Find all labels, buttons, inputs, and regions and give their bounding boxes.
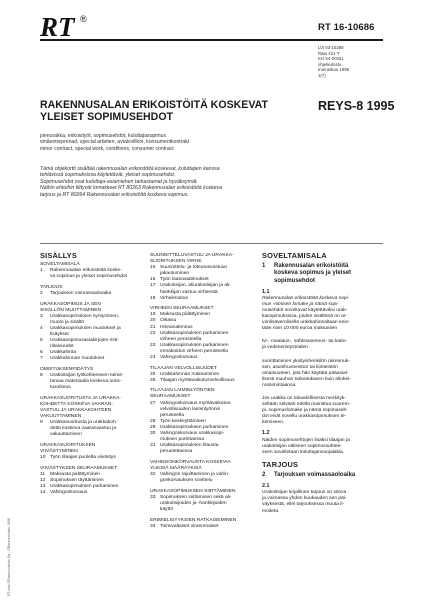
toc-section bbox=[150, 489, 254, 513]
text-line: lisesti muuhun tarkoitukseen kuin elinkei- bbox=[262, 376, 351, 382]
toc-item-text bbox=[50, 338, 136, 350]
document-code: REYS-8 1995 bbox=[318, 99, 395, 113]
title-line: sopimusehdot bbox=[274, 277, 316, 284]
toc-item[interactable] bbox=[150, 524, 254, 530]
title-line: RAKENNUSALAN ERIKOISTÖITÄ KOSKEVAT bbox=[40, 99, 268, 111]
toc-section bbox=[40, 466, 136, 496]
toc-item-line: Työn laatuvaatimukset bbox=[160, 277, 209, 283]
meta-line: 1(7) bbox=[318, 72, 326, 78]
toc-item-text bbox=[160, 443, 254, 455]
toc-section bbox=[40, 262, 136, 280]
toc-item[interactable] bbox=[150, 296, 254, 302]
toc-item-line: Urakkahinnan muutokset bbox=[50, 356, 105, 362]
toc-item-number: 33 bbox=[150, 494, 156, 500]
toc-item-line: hankkijan vastuu virheestä bbox=[160, 289, 218, 295]
toc-list bbox=[40, 262, 136, 496]
toc-item-line: urakoitsijoiden ja -hankkijoiden bbox=[160, 500, 227, 506]
text-line: Jos urakka on taloudellisesta merkityk- bbox=[262, 396, 346, 402]
toc-item-text bbox=[50, 291, 136, 297]
toc-item-text bbox=[50, 373, 136, 391]
toc-section-title: URAKKASUORITUKSEN bbox=[40, 443, 96, 449]
toc-item[interactable] bbox=[40, 356, 136, 362]
section-rule bbox=[40, 243, 383, 244]
toc-item-number: 25 bbox=[150, 371, 156, 377]
text-line: ja vedeneristystöiden bbox=[262, 345, 308, 351]
toc-section-title: TILAAJAN VELVOLLISUUDET bbox=[150, 365, 218, 371]
toc-item-line: Urakkahinnan maksaminen bbox=[160, 371, 220, 377]
toc-section-title: VIIVÄSTYMINEN bbox=[40, 449, 78, 455]
meta-line: marraskuu 1998 bbox=[318, 67, 350, 73]
toc-item-line: muoto ja sisältö bbox=[50, 319, 84, 325]
text-line: mus -nimisen lomake ja nämä sopi- bbox=[262, 301, 339, 307]
text-line: Urakoitsijan kirjallinen tarjous on sitova bbox=[262, 490, 347, 496]
toc-item-number: 17 bbox=[150, 283, 156, 289]
toc-section-title: URAKKASUORITUSTA JA URAKKA- bbox=[40, 395, 121, 401]
toc-item-line: Vahingonkorvaus urakkasopi- bbox=[160, 431, 225, 437]
toc-item-text bbox=[160, 524, 254, 530]
toc-item-line: Työn keskeyttäminen bbox=[160, 418, 206, 424]
toc-section-title: TILAAJAN LAIMINLYÖNTIEN bbox=[150, 388, 215, 394]
document-title bbox=[40, 99, 290, 123]
meta-line: ohjetiedosto bbox=[318, 61, 342, 67]
toc-item-number: 26 bbox=[150, 377, 156, 383]
toc-item-line: Urakoitsijan, aliurakoitsijan ja ali- bbox=[160, 283, 231, 289]
text-line: Rakennusalan erikoistöitä koskeva sopi- bbox=[262, 295, 350, 301]
toc-item-text bbox=[160, 472, 254, 484]
section-heading: TARJOUS bbox=[262, 459, 299, 469]
toc-item-number: 15 bbox=[150, 265, 156, 271]
toc-section-title: ERIMIELISYYKSIEN RATKAISEMINEN bbox=[150, 517, 237, 523]
toc-item-line: Suunnittelu- ja toteutusvastuun bbox=[160, 265, 228, 271]
text-line: seltään selvästi edellä mainittua suurem- bbox=[262, 402, 351, 408]
toc-section-title: VIRHEEN SEURAAMUKSET bbox=[150, 306, 214, 312]
toc-item-text bbox=[160, 296, 254, 302]
rt-logo-mark-icon bbox=[40, 13, 104, 39]
toc-item-line: Vahingon rajoittaminen ja vahin- bbox=[160, 472, 230, 478]
toc-item[interactable] bbox=[150, 283, 254, 295]
toc-item-number: 21 bbox=[150, 324, 156, 330]
clause-number: 1.2 bbox=[262, 430, 270, 437]
toc-list bbox=[150, 253, 254, 530]
toc-item-number: 4 bbox=[40, 325, 43, 331]
toc-column-2 bbox=[150, 253, 254, 530]
toc-item-line: riitaisuudet bbox=[50, 344, 74, 350]
keyword-line: småentreprenad, special arbeten, avtalsvillkor, konsumentkontrakt bbox=[40, 139, 190, 146]
subsection-title-text bbox=[274, 263, 351, 285]
toc-item-line: velvollisuuden laiminlyönnin bbox=[160, 406, 221, 412]
subsection-number: 2 bbox=[262, 471, 266, 478]
toc-item-line: Sopimuksen täyttäminen bbox=[50, 478, 104, 483]
toc-section-title: SUUNNITTELUVASTUU JA URAKKA- bbox=[150, 253, 234, 258]
toc-item-text bbox=[160, 283, 254, 295]
copyright-side-text: RT-tieto ©Rakennustieto Oy - ©Rakennustieto 1998 bbox=[7, 518, 11, 596]
toc-item-line: lisäykset bbox=[50, 332, 69, 338]
toc-section bbox=[40, 396, 136, 439]
toc-item[interactable] bbox=[40, 314, 136, 326]
toc-section bbox=[150, 253, 254, 302]
toc-item-text bbox=[50, 314, 136, 326]
toc-item[interactable] bbox=[150, 431, 254, 443]
subsection-title bbox=[262, 263, 382, 285]
toc-section-title: YLEISIÄ MÄÄRÄYKSIÄ bbox=[150, 466, 202, 471]
text-line: suorittaminen yksityishenkilön rakennuk- bbox=[262, 358, 350, 364]
intro-line: Sopimusehdot ovat kuluttaja-asiamiehen tarkastamat ja hyväksymät. bbox=[40, 178, 198, 185]
body-column bbox=[262, 253, 382, 516]
toc-item-text bbox=[160, 343, 254, 355]
toc-item-line: Työn tilaajan puolelta viivästys bbox=[50, 455, 116, 461]
toc-heading: SISÄLLYS bbox=[40, 251, 78, 260]
toc-section bbox=[40, 367, 136, 391]
subsection-title-text: Tarjouksen voimassaoloaika bbox=[274, 471, 356, 478]
toc-item[interactable] bbox=[150, 443, 254, 455]
toc-item-line: Virheilmoitus bbox=[160, 295, 188, 301]
rt-logo bbox=[40, 13, 104, 53]
toc-item[interactable] bbox=[150, 472, 254, 484]
text-line: väyksestä, ellei tarjouksessa muuta il- bbox=[262, 502, 345, 508]
toc-section bbox=[150, 460, 254, 484]
toc-item-number: 34 bbox=[150, 523, 156, 529]
toc-item-text bbox=[160, 401, 254, 419]
text-line: ja voimassa yhden kuukauden sen päi- bbox=[262, 496, 347, 502]
toc-item-line: Urakkasopimuksen purkaminen bbox=[160, 342, 229, 348]
toc-section-title: OMISTUKSENPIDÄTYS bbox=[40, 367, 94, 372]
toc-section-title: SISÄLLÖN MUUTTAMINEN bbox=[40, 307, 102, 313]
toc-section bbox=[150, 306, 254, 361]
toc-item-line: Urakkasopimuksen purkaminen bbox=[50, 484, 119, 490]
toc-item-number: 11 bbox=[40, 471, 46, 477]
toc-item-number: 3 bbox=[40, 313, 43, 319]
toc-item-number: 32 bbox=[150, 472, 156, 478]
toc-item[interactable] bbox=[40, 420, 136, 438]
text-line: kemiseen. bbox=[262, 420, 285, 426]
toc-item[interactable] bbox=[40, 338, 136, 350]
text-line: seen sovelletaan kuluttajansuojalakia. bbox=[262, 449, 345, 455]
toc-section-title: SEURAAMUKSET bbox=[150, 394, 191, 400]
toc-item-text bbox=[160, 431, 254, 443]
toc-section bbox=[150, 388, 254, 455]
text-line: dot eivät sovellu urakkasopimuksen te- bbox=[262, 414, 347, 420]
toc-column-1 bbox=[40, 253, 136, 496]
toc-item-line: tusoikeus bbox=[50, 385, 71, 391]
toc-section bbox=[40, 302, 136, 363]
intro-line: tarjous ja RT 80264 Rakennusalan erikoistöitä koskeva sopimus. bbox=[40, 191, 189, 198]
toc-item-line: Sopimuksen siirtäminen sekä ali- bbox=[160, 494, 232, 500]
document-id: RT 16-10686 bbox=[318, 22, 375, 33]
keyword-line: minor contract, special work, conditions, consumer contract bbox=[40, 145, 174, 152]
toc-item-line: Tilaajan myötävaikutusvelvollisuus bbox=[160, 377, 235, 383]
toc-item-number: 18 bbox=[150, 295, 156, 301]
subsection-number: 1 bbox=[262, 263, 266, 270]
toc-item-line: detta koskeva vaaranvastuu ja bbox=[50, 426, 117, 432]
toc-item-text bbox=[160, 331, 254, 343]
toc-item-number: 6 bbox=[40, 350, 43, 356]
toc-item-text bbox=[50, 420, 136, 438]
toc-item-line: Hinnanalennus bbox=[160, 324, 193, 330]
toc-item-line: Toimivaltaiset viranomaiset bbox=[160, 523, 219, 529]
toc-item-number: 28 bbox=[150, 418, 156, 424]
text-line: moiteta. bbox=[262, 508, 280, 514]
toc-item-number: 12 bbox=[40, 478, 46, 483]
toc-item-line: ennakoidun virheen perusteella bbox=[160, 348, 228, 354]
toc-item-number: 24 bbox=[150, 355, 156, 360]
text-line: tään noin 10 000 euroa maksavien bbox=[262, 326, 338, 332]
text-line: lvi-, maalaus-, sähköasennus- tai katto- bbox=[262, 339, 348, 345]
toc-item[interactable] bbox=[40, 373, 136, 391]
text-line: vonlisäverolisellä urakkahinnaltaan enin- bbox=[262, 320, 350, 326]
toc-section-title: VAHINGONKORVAUSTA KOSKEVIA bbox=[150, 459, 231, 465]
toc-item[interactable] bbox=[40, 326, 136, 338]
toc-item[interactable] bbox=[40, 455, 136, 461]
toc-item-text bbox=[160, 495, 254, 513]
toc-item-number: 16 bbox=[150, 277, 156, 283]
toc-section-title: URAKKASOPIMUKSEN SIIRTÄMINEN bbox=[150, 488, 236, 494]
clause-number: 1.1 bbox=[262, 288, 270, 295]
toc-item-number: 2 bbox=[40, 290, 43, 296]
toc-item-text bbox=[160, 378, 254, 384]
toc-section bbox=[40, 443, 136, 461]
toc-section bbox=[150, 518, 254, 530]
text-line: kasopimuksissa, joiden sisältönä on ar- bbox=[262, 314, 348, 320]
meta-line: LVI 03-10288 bbox=[318, 45, 344, 50]
text-line: musehdot soveltuvat käytettäviksi urak- bbox=[262, 307, 348, 313]
toc-section-title: VASTUU JA URAKKAKOHTEEN bbox=[40, 408, 112, 414]
toc-item-line: Urakkasopimuksen syntyminen, bbox=[50, 313, 120, 319]
toc-item-line: Vahingonkorvaus myötävaikutus- bbox=[160, 400, 232, 406]
intro-line: Näihin ehtoihin liittyvät lomakkeet RT 80263 Rakennusalan erikoistöitä koskeva bbox=[40, 185, 223, 192]
toc-item-number: 13 bbox=[40, 484, 46, 490]
toc-item-number: 14 bbox=[40, 490, 46, 496]
toc-item-line: Vahingonkorvaus bbox=[50, 490, 88, 496]
toc-item-line: Urakkasopimuksen purkaminen bbox=[160, 424, 229, 430]
toc-item[interactable] bbox=[150, 378, 254, 384]
text-line: Näiden sopimusehtojen lisäksi tilaajan ja bbox=[262, 437, 350, 443]
svg-text:®: ® bbox=[80, 14, 87, 24]
text-line: pi, sopimuslomake ja nämä sopimuseh- bbox=[262, 408, 348, 414]
toc-item-line: käyttö bbox=[160, 507, 174, 513]
toc-item-number: 29 bbox=[150, 424, 156, 430]
toc-item-text bbox=[50, 326, 136, 338]
intro-text bbox=[40, 166, 340, 198]
toc-item-number: 19 bbox=[150, 312, 156, 318]
toc-item[interactable] bbox=[40, 291, 136, 297]
text-line: omaisuuteen, jota hän käyttää pääasial- bbox=[262, 370, 349, 376]
toc-item-number: 1 bbox=[40, 268, 43, 274]
toc-item-line: Urakkasopimusasiakirjojen risti- bbox=[50, 338, 119, 344]
toc-section-title: KOHDETTA KOSKEVA VAARAN- bbox=[40, 401, 113, 407]
meta-line: Ratu 421-T bbox=[318, 50, 340, 56]
title-line: Rakennusalan erikoistöitä bbox=[274, 263, 349, 270]
toc-item-number: 31 bbox=[150, 443, 156, 449]
toc-item-line: Rakennusalan erikoistöitä koske- bbox=[50, 268, 122, 274]
toc-item-line: Urakkasuoritusta ja urakkakoh- bbox=[50, 420, 118, 426]
toc-item-text bbox=[50, 356, 136, 362]
toc-item[interactable] bbox=[150, 495, 254, 513]
svg-text:RT: RT bbox=[40, 13, 75, 39]
toc-section-title: VAKUUTTAMINEN bbox=[40, 414, 82, 420]
toc-section bbox=[40, 285, 136, 297]
toc-item-text bbox=[50, 455, 136, 461]
toc-item-line: Urakoitsijan työkohteeseen toimit- bbox=[50, 373, 124, 379]
toc-item-text bbox=[160, 355, 254, 361]
toc-item-line: Tarjouksen voimassaoloaika bbox=[50, 290, 112, 296]
intro-line: tehtävissä sopimuksissa käytettävät, yleiset sopimusehdot. bbox=[40, 172, 176, 179]
toc-item[interactable] bbox=[150, 331, 254, 343]
toc-item-line: Urakkahinta bbox=[50, 350, 77, 356]
toc-item-line: Urakkasopimuksen tilausta bbox=[160, 443, 219, 449]
toc-item-number: 30 bbox=[150, 431, 156, 437]
toc-item[interactable] bbox=[150, 265, 254, 277]
toc-item-number: 7 bbox=[40, 356, 43, 362]
toc-section-title: SOVELTAMISALA bbox=[40, 262, 80, 268]
toc-item-line: gonkorvauksen sovittelu bbox=[160, 478, 213, 484]
toc-item-line: peruutettaessa bbox=[160, 449, 193, 455]
title-line: koskeva sopimus ja yleiset bbox=[274, 270, 352, 277]
text-line: urakoitsijan väliseen sopimussuhtee- bbox=[262, 443, 342, 449]
toc-item-number: 9 bbox=[40, 420, 43, 426]
toc-item-number: 27 bbox=[150, 400, 156, 406]
toc-item-line: Urakkasopimuksen purkaminen bbox=[160, 330, 229, 336]
toc-item-text bbox=[50, 268, 136, 280]
intro-line: Tämä ohjekortti sisältää rakennusalan erikoistöitä koskevat, kuluttajien kanssa bbox=[40, 166, 220, 172]
toc-item-line: Maksusta pidättyminen bbox=[50, 471, 101, 477]
keyword-line: pienurakka, erikoistyöt, sopimusehdot, kuluttajasopimus bbox=[40, 133, 166, 139]
toc-item-line: Urakkasopimuksen muutokset ja bbox=[50, 325, 121, 331]
toc-item-line: jakautuminen bbox=[160, 271, 190, 277]
meta-line: KH X4-00261 bbox=[318, 56, 344, 62]
toc-item-line: muksen purettaessa bbox=[160, 437, 205, 443]
toc-section-title: TARJOUS bbox=[40, 284, 63, 290]
toc-item-text bbox=[50, 490, 136, 496]
toc-item-line: perusteella bbox=[160, 412, 184, 418]
toc-item[interactable] bbox=[40, 268, 136, 280]
title-line: YLEISET SOPIMUSEHDOT bbox=[40, 111, 174, 123]
toc-item-line: virheen perusteella bbox=[160, 336, 202, 342]
toc-item-number: 8 bbox=[40, 373, 43, 379]
toc-section-title: URAKKASOPIMUS JA SEN bbox=[40, 301, 101, 307]
toc-item-number: 5 bbox=[40, 338, 43, 344]
toc-item[interactable] bbox=[150, 401, 254, 419]
toc-item-line: vakuuttaminen bbox=[50, 432, 82, 438]
toc-item[interactable] bbox=[150, 355, 254, 361]
toc-item-line: va sopimus ja yleiset sopimusehdot bbox=[50, 274, 127, 280]
toc-item-text bbox=[160, 265, 254, 277]
section-heading: SOVELTAMISALA bbox=[262, 251, 327, 260]
toc-item[interactable] bbox=[150, 343, 254, 355]
toc-section-title: SUORITUKSEN VIRHE bbox=[150, 259, 202, 265]
header-rule bbox=[40, 39, 383, 41]
toc-item-line: Oikaisu bbox=[160, 318, 177, 324]
keywords bbox=[40, 133, 340, 152]
toc-item-number: 23 bbox=[150, 342, 156, 348]
document-meta bbox=[318, 45, 349, 79]
toc-item-number: 22 bbox=[150, 330, 156, 336]
toc-item-line: tamaa materiaalia koskeva omis- bbox=[50, 379, 122, 385]
toc-section bbox=[150, 366, 254, 384]
toc-item[interactable] bbox=[40, 490, 136, 496]
toc-section-title: VIIVÄSTYKSEN SEURAAMUKSET bbox=[40, 465, 118, 471]
toc-item-line: Maksusta pidättyminen bbox=[160, 312, 211, 318]
text-line: notoimintaansa. bbox=[262, 382, 297, 388]
text-line: sen, asuinhuoneiston tai kiinteistön bbox=[262, 364, 338, 370]
toc-item-line: Vahingonkorvaus bbox=[160, 355, 198, 360]
toc-item-number: 10 bbox=[40, 455, 46, 461]
toc-item-number: 20 bbox=[150, 318, 156, 324]
clause-number: 2.1 bbox=[262, 483, 270, 490]
subsection-title bbox=[262, 472, 382, 479]
